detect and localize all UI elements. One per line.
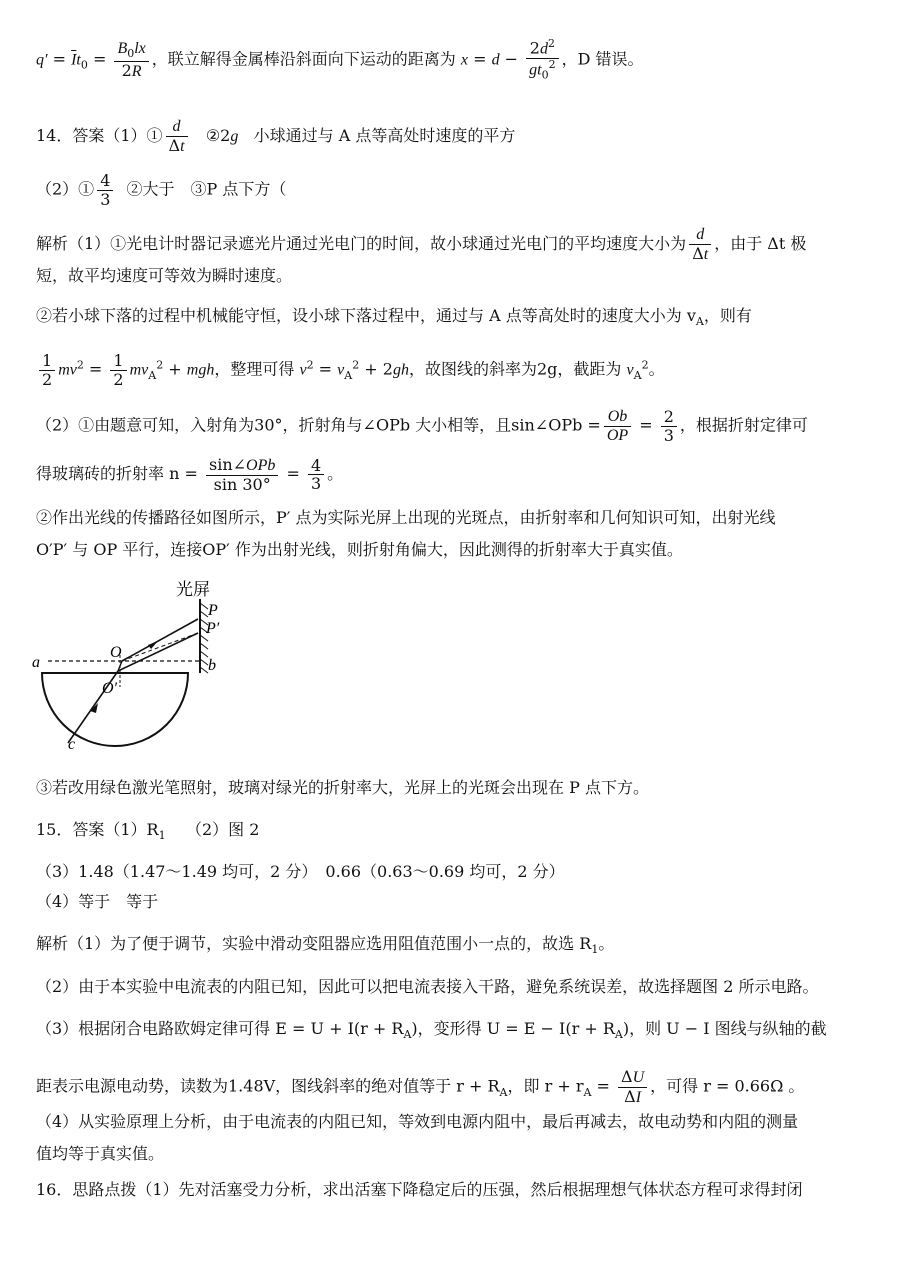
analysis-c2: （2）由于本实验中电流表的内阻已知，因此可以把电流表接入干路，避免系统误差，故选择题图 2 所示电路。 (36, 977, 819, 996)
q15-answer-line-3: （3）1.48（1.47～1.49 均可，2 分） 0.66（0.63～0.69 均可，2 分） (36, 862, 565, 881)
q14-answer-line-1: 14．答案（1）① $\frac{d}{\Delta t}$ ②2g 小球通过与 A 点等高处时速度的平方 (36, 118, 516, 155)
analysis-1-line-2: 短，故平均速度可等效为瞬时速度。 (36, 266, 293, 285)
q14-answer-line-2: （2）① $\frac{4}{3}$ ②大于 ③P 点下方（ (36, 171, 287, 209)
analysis-c1: 解析（1）为了便于调节，实验中滑动变阻器应选用阻值范围小一点的，故选 $R_1$。 (36, 934, 615, 957)
refraction-diagram (30, 575, 230, 755)
label-b: b (208, 657, 216, 674)
screen-label: 光屏 (176, 580, 210, 599)
analysis-c4-line-1: （4）从实验原理上分析，由于电流表的内阻已知，等效到电源内阻中，最后再减去，故电动势和内阻的测量 (36, 1112, 799, 1131)
ray-O-prime-to-P-prime (118, 633, 198, 671)
analysis-1-line-1: 解析（1）①光电计时器记录遮光片通过光电门的时间，故小球通过光电门的平均速度大小为 $\frac{d}{\Delta t}$ ，由于 Δt 极 (36, 226, 807, 263)
label-a: a (32, 654, 40, 671)
label-c: c (68, 736, 76, 753)
label-P: P (208, 602, 218, 619)
text-line-q-prime: $q' = \overline{I}t_0$ = $\frac{B_0lx}{2R}$ ，联立解得金属棒沿斜面向下运动的距离为 x = d − $\frac{2d^2}{gt_0^2}$ ，D 错误。 (36, 37, 644, 82)
label-O: O (110, 644, 122, 661)
analysis-b3: ③若改用绿色激光笔照射，玻璃对绿光的折射率大，光屏上的光斑会出现在 P 点下方。 (36, 778, 649, 797)
analysis-2-line-1: ②若小球下落的过程中机械能守恒，设小球下落过程中，通过与 A 点等高处时的速度大小为 $v_A$，则有 (36, 306, 752, 329)
analysis-2-line-2: $\frac{1}{2}$ $mv^2$ = $\frac{1}{2}$ $mv_A^2$ + mgh，整理可得 $v^2 = v_A^2 + 2gh$，故图线的斜率为2g，截距为 $v_A^2$。 (36, 352, 872, 388)
q15-answer-line-4: （4）等于 等于 (36, 892, 159, 911)
screen-hatch (200, 603, 208, 673)
analysis-b1-line-2: 得玻璃砖的折射率 n = $\frac{\text{sin∠OPb}}{\sin 30^\circ}$ = $\frac{4}{3}$ 。 (36, 455, 344, 494)
analysis-c3-line-1: （3）根据闭合电路欧姆定律可得 $E = U + I(r + R_A)$，变形得 $U = E - I(r + R_A)$，则 U − I 图线与纵轴的截 (36, 1019, 827, 1042)
analysis-b2-line-2: O′P′ 与 OP 平行，连接OP′ 作为出射光线，则折射角偏大，因此测得的折射率大于真实值。 (36, 540, 683, 559)
q15-answer-line-1: 15．答案$(1)R_1$ （2）图 2 (36, 820, 260, 843)
label-P-prime: P′ (206, 620, 220, 637)
ray-O-to-P-prime-dashed (122, 633, 198, 661)
analysis-b1-line-1: （2）①由题意可知，入射角为30°，折射角与∠OPb 大小相等，且sin∠OPb = $\frac{Ob}{OP}$ = $\frac{2}{3}$ ，根据折射定律可 (36, 407, 808, 445)
ray-O-to-P (122, 619, 198, 661)
analysis-c4-line-2: 值均等于真实值。 (36, 1144, 165, 1163)
q16-line: 16．思路点拨（1）先对活塞受力分析，求出活塞下降稳定后的压强，然后根据理想气体状态方程可求得封闭 (36, 1180, 803, 1199)
analysis-c3-line-2: 距表示电源电动势，读数为1.48V，图线斜率的绝对值等于 $r + R_A$，即 $r + r_A$ = $\frac{\Delta U}{\Delta I}$ ，可得 r = 0.66Ω 。 (36, 1067, 805, 1106)
analysis-b2-line-1: ②作出光线的传播路径如图所示，P′ 点为实际光屏上出现的光斑点，由折射率和几何知识可知，出射光线 (36, 508, 776, 527)
label-O-prime: O′ (102, 680, 118, 697)
